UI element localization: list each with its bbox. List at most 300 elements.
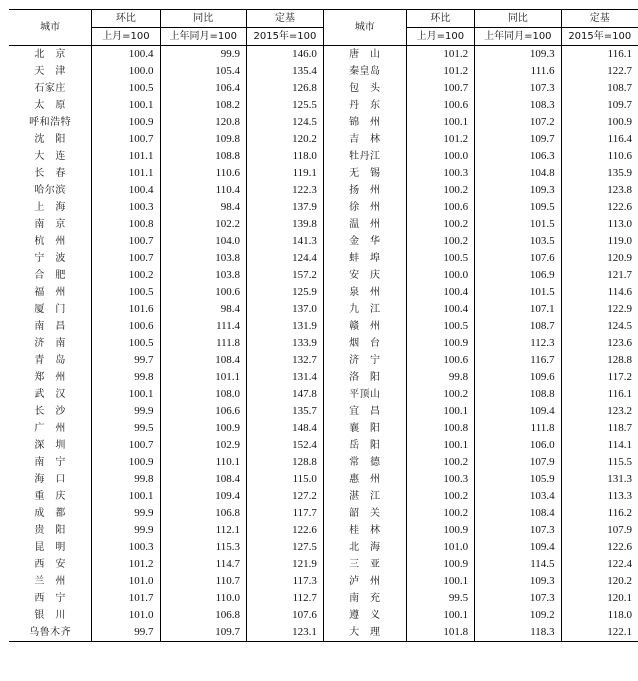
yoy-cell-right: 109.3 xyxy=(475,573,562,590)
header-yoy-base-right: 上年同月=100 xyxy=(475,28,562,46)
mom-cell-left: 101.1 xyxy=(92,165,160,182)
city-cell-left: 南 昌 xyxy=(34,321,66,332)
city-cell-right: 扬 州 xyxy=(323,182,406,199)
yoy-cell-left: 110.4 xyxy=(160,182,247,199)
fixed-cell-right: 100.9 xyxy=(561,114,638,131)
yoy-cell-left: 110.1 xyxy=(160,454,247,471)
fixed-cell-left: 148.4 xyxy=(247,420,324,437)
city-cell-left: 重 庆 xyxy=(34,491,66,502)
header-city-right: 城市 xyxy=(323,10,406,46)
yoy-cell-left: 100.6 xyxy=(160,284,247,301)
fixed-cell-left: 131.9 xyxy=(247,318,324,335)
yoy-cell-left: 114.7 xyxy=(160,556,247,573)
city-cell-right: 韶 关 xyxy=(323,505,406,522)
yoy-cell-left: 99.9 xyxy=(160,46,247,64)
yoy-cell-right: 118.3 xyxy=(475,624,562,642)
city-cell-left: 长 春 xyxy=(34,168,66,179)
mom-cell-right: 100.2 xyxy=(406,182,474,199)
fixed-cell-left: 137.0 xyxy=(247,301,324,318)
yoy-cell-right: 109.6 xyxy=(475,369,562,386)
fixed-cell-right: 122.6 xyxy=(561,199,638,216)
table-row xyxy=(9,182,638,199)
mom-cell-left: 101.2 xyxy=(92,556,160,573)
city-cell-left: 呼和浩特 xyxy=(29,117,72,128)
header-mom-base-right: 上月=100 xyxy=(406,28,474,46)
yoy-cell-right: 105.9 xyxy=(475,471,562,488)
fixed-cell-left: 128.8 xyxy=(247,454,324,471)
fixed-cell-right: 122.6 xyxy=(561,539,638,556)
city-cell-left: 青 岛 xyxy=(34,355,66,366)
yoy-cell-right: 106.0 xyxy=(475,437,562,454)
header-fixed-left: 定基 xyxy=(247,10,324,28)
yoy-cell-left: 111.4 xyxy=(160,318,247,335)
city-cell-right: 丹 东 xyxy=(323,97,406,114)
city-cell-right: 岳 阳 xyxy=(323,437,406,454)
city-cell-right: 金 华 xyxy=(323,233,406,250)
city-cell-left: 长 沙 xyxy=(34,406,66,417)
city-cell-left: 西 宁 xyxy=(34,593,66,604)
table-row xyxy=(9,403,638,420)
mom-cell-left: 99.9 xyxy=(92,522,160,539)
city-cell-right: 牡丹江 xyxy=(323,148,406,165)
city-cell-right: 九 江 xyxy=(323,301,406,318)
fixed-cell-left: 107.6 xyxy=(247,607,324,624)
fixed-cell-right: 114.6 xyxy=(561,284,638,301)
yoy-cell-left: 120.8 xyxy=(160,114,247,131)
yoy-cell-right: 116.7 xyxy=(475,352,562,369)
table-row xyxy=(9,386,638,403)
fixed-cell-right: 109.7 xyxy=(561,97,638,114)
table-row xyxy=(9,505,638,522)
city-cell-left: 杭 州 xyxy=(34,236,66,247)
city-cell-right: 平顶山 xyxy=(323,386,406,403)
city-cell-left: 银 川 xyxy=(34,610,66,621)
mom-cell-right: 100.1 xyxy=(406,437,474,454)
mom-cell-right: 100.3 xyxy=(406,471,474,488)
city-cell-right: 桂 林 xyxy=(323,522,406,539)
yoy-cell-left: 98.4 xyxy=(160,301,247,318)
fixed-cell-left: 147.8 xyxy=(247,386,324,403)
fixed-cell-right: 116.2 xyxy=(561,505,638,522)
fixed-cell-left: 117.3 xyxy=(247,573,324,590)
fixed-cell-right: 123.2 xyxy=(561,403,638,420)
yoy-cell-right: 103.5 xyxy=(475,233,562,250)
fixed-cell-right: 113.0 xyxy=(561,216,638,233)
table-row xyxy=(9,301,638,318)
mom-cell-left: 101.0 xyxy=(92,573,160,590)
mom-cell-left: 100.7 xyxy=(92,437,160,454)
fixed-cell-right: 120.1 xyxy=(561,590,638,607)
header-fixed-base-right: 2015年=100 xyxy=(561,28,638,46)
fixed-cell-right: 114.1 xyxy=(561,437,638,454)
city-cell-left: 乌鲁木齐 xyxy=(9,624,92,642)
yoy-cell-left: 106.4 xyxy=(160,80,247,97)
table-row xyxy=(9,624,638,642)
table-row xyxy=(9,437,638,454)
mom-cell-left: 101.0 xyxy=(92,607,160,624)
yoy-cell-right: 109.7 xyxy=(475,131,562,148)
city-cell-left: 兰 州 xyxy=(34,576,66,587)
city-cell-right: 徐 州 xyxy=(323,199,406,216)
yoy-cell-right: 107.2 xyxy=(475,114,562,131)
table-row xyxy=(9,522,638,539)
city-cell-right: 温 州 xyxy=(323,216,406,233)
mom-cell-left: 100.7 xyxy=(92,250,160,267)
mom-cell-left: 99.7 xyxy=(92,624,160,642)
fixed-cell-right: 123.6 xyxy=(561,335,638,352)
fixed-cell-left: 122.6 xyxy=(247,522,324,539)
yoy-cell-right: 109.4 xyxy=(475,539,562,556)
mom-cell-right: 100.2 xyxy=(406,216,474,233)
fixed-cell-right: 116.4 xyxy=(561,131,638,148)
yoy-cell-right: 107.6 xyxy=(475,250,562,267)
yoy-cell-left: 103.8 xyxy=(160,250,247,267)
header-fixed-base-left: 2015年=100 xyxy=(247,28,324,46)
mom-cell-right: 100.2 xyxy=(406,454,474,471)
yoy-cell-left: 109.7 xyxy=(160,624,247,642)
yoy-cell-left: 102.2 xyxy=(160,216,247,233)
mom-cell-right: 100.1 xyxy=(406,573,474,590)
fixed-cell-right: 122.9 xyxy=(561,301,638,318)
fixed-cell-left: 146.0 xyxy=(247,46,324,64)
header-yoy-left: 同比 xyxy=(160,10,247,28)
fixed-cell-left: 139.8 xyxy=(247,216,324,233)
mom-cell-left: 99.8 xyxy=(92,369,160,386)
mom-cell-right: 100.1 xyxy=(406,114,474,131)
yoy-cell-right: 111.8 xyxy=(475,420,562,437)
city-cell-right: 大 理 xyxy=(323,624,406,642)
fixed-cell-right: 122.4 xyxy=(561,556,638,573)
mom-cell-left: 99.9 xyxy=(92,403,160,420)
fixed-cell-left: 141.3 xyxy=(247,233,324,250)
fixed-cell-right: 128.8 xyxy=(561,352,638,369)
table-row xyxy=(9,114,638,131)
yoy-cell-left: 110.0 xyxy=(160,590,247,607)
fixed-cell-right: 122.1 xyxy=(561,624,638,642)
mom-cell-right: 100.2 xyxy=(406,386,474,403)
header-fixed-right: 定基 xyxy=(561,10,638,28)
yoy-cell-left: 98.4 xyxy=(160,199,247,216)
fixed-cell-left: 152.4 xyxy=(247,437,324,454)
city-cell-left: 宁 波 xyxy=(34,253,66,264)
table-row xyxy=(9,488,638,505)
fixed-cell-left: 137.9 xyxy=(247,199,324,216)
table-row xyxy=(9,454,638,471)
table-row xyxy=(9,335,638,352)
table-row xyxy=(9,250,638,267)
fixed-cell-right: 116.1 xyxy=(561,46,638,64)
city-cell-left: 上 海 xyxy=(34,202,66,213)
city-cell-left: 成 都 xyxy=(34,508,66,519)
header-yoy-base-left: 上年同月=100 xyxy=(160,28,247,46)
table-row xyxy=(9,199,638,216)
mom-cell-right: 100.6 xyxy=(406,352,474,369)
yoy-cell-left: 108.8 xyxy=(160,148,247,165)
mom-cell-right: 100.6 xyxy=(406,97,474,114)
mom-cell-right: 100.2 xyxy=(406,505,474,522)
fixed-cell-right: 124.5 xyxy=(561,318,638,335)
fixed-cell-left: 118.0 xyxy=(247,148,324,165)
yoy-cell-right: 101.5 xyxy=(475,216,562,233)
mom-cell-right: 100.1 xyxy=(406,607,474,624)
table-row xyxy=(9,471,638,488)
yoy-cell-left: 106.8 xyxy=(160,607,247,624)
fixed-cell-left: 135.4 xyxy=(247,63,324,80)
city-cell-right: 吉 林 xyxy=(323,131,406,148)
mom-cell-left: 100.4 xyxy=(92,46,160,64)
yoy-cell-right: 111.6 xyxy=(475,63,562,80)
fixed-cell-left: 115.0 xyxy=(247,471,324,488)
mom-cell-left: 100.9 xyxy=(92,114,160,131)
table-row xyxy=(9,233,638,250)
mom-cell-right: 99.8 xyxy=(406,369,474,386)
fixed-cell-right: 135.9 xyxy=(561,165,638,182)
city-cell-left: 厦 门 xyxy=(34,304,66,315)
price-index-table-wrapper xyxy=(9,9,638,642)
city-cell-right: 洛 阳 xyxy=(323,369,406,386)
yoy-cell-right: 108.4 xyxy=(475,505,562,522)
yoy-cell-right: 112.3 xyxy=(475,335,562,352)
city-cell-right: 泉 州 xyxy=(323,284,406,301)
fixed-cell-left: 127.5 xyxy=(247,539,324,556)
fixed-cell-left: 124.5 xyxy=(247,114,324,131)
table-row xyxy=(9,131,638,148)
fixed-cell-left: 119.1 xyxy=(247,165,324,182)
yoy-cell-right: 107.3 xyxy=(475,80,562,97)
mom-cell-right: 100.9 xyxy=(406,522,474,539)
city-cell-right: 唐 山 xyxy=(323,46,406,64)
city-cell-right: 三 亚 xyxy=(323,556,406,573)
table-row xyxy=(9,318,638,335)
yoy-cell-right: 107.3 xyxy=(475,590,562,607)
city-cell-left: 南 京 xyxy=(34,219,66,230)
mom-cell-right: 100.9 xyxy=(406,556,474,573)
fixed-cell-left: 122.3 xyxy=(247,182,324,199)
yoy-cell-left: 108.2 xyxy=(160,97,247,114)
yoy-cell-right: 114.5 xyxy=(475,556,562,573)
city-cell-left: 西 安 xyxy=(34,559,66,570)
fixed-cell-right: 123.8 xyxy=(561,182,638,199)
mom-cell-left: 100.9 xyxy=(92,454,160,471)
table-row xyxy=(9,607,638,624)
mom-cell-right: 100.4 xyxy=(406,284,474,301)
yoy-cell-right: 109.4 xyxy=(475,403,562,420)
table-row xyxy=(9,267,638,284)
city-cell-right: 遵 义 xyxy=(323,607,406,624)
city-cell-right: 包 头 xyxy=(323,80,406,97)
yoy-cell-right: 108.7 xyxy=(475,318,562,335)
mom-cell-left: 100.7 xyxy=(92,233,160,250)
city-cell-left: 济 南 xyxy=(34,338,66,349)
fixed-cell-left: 127.2 xyxy=(247,488,324,505)
table-row xyxy=(9,63,638,80)
fixed-cell-left: 157.2 xyxy=(247,267,324,284)
yoy-cell-left: 105.4 xyxy=(160,63,247,80)
city-cell-right: 襄 阳 xyxy=(323,420,406,437)
city-cell-left: 天 津 xyxy=(34,66,66,77)
mom-cell-left: 101.6 xyxy=(92,301,160,318)
fixed-cell-left: 135.7 xyxy=(247,403,324,420)
city-cell-left: 合 肥 xyxy=(34,270,66,281)
fixed-cell-right: 113.3 xyxy=(561,488,638,505)
mom-cell-right: 100.9 xyxy=(406,335,474,352)
table-row xyxy=(9,590,638,607)
header-mom-base-left: 上月=100 xyxy=(92,28,160,46)
fixed-cell-right: 115.5 xyxy=(561,454,638,471)
fixed-cell-right: 117.2 xyxy=(561,369,638,386)
city-cell-left: 郑 州 xyxy=(34,372,66,383)
price-index-table xyxy=(9,9,638,642)
fixed-cell-right: 118.7 xyxy=(561,420,638,437)
table-row xyxy=(9,216,638,233)
fixed-cell-left: 131.4 xyxy=(247,369,324,386)
city-cell-right: 烟 台 xyxy=(323,335,406,352)
fixed-cell-left: 121.9 xyxy=(247,556,324,573)
table-row xyxy=(9,369,638,386)
mom-cell-left: 100.6 xyxy=(92,318,160,335)
yoy-cell-left: 106.6 xyxy=(160,403,247,420)
city-cell-right: 北 海 xyxy=(323,539,406,556)
mom-cell-left: 99.7 xyxy=(92,352,160,369)
mom-cell-left: 100.3 xyxy=(92,199,160,216)
mom-cell-right: 100.7 xyxy=(406,80,474,97)
header-mom-left: 环比 xyxy=(92,10,160,28)
mom-cell-right: 100.1 xyxy=(406,403,474,420)
mom-cell-right: 101.2 xyxy=(406,63,474,80)
mom-cell-right: 100.6 xyxy=(406,199,474,216)
mom-cell-right: 100.3 xyxy=(406,165,474,182)
header-city-left: 城市 xyxy=(9,10,92,46)
mom-cell-left: 100.4 xyxy=(92,182,160,199)
city-cell-left: 南 宁 xyxy=(34,457,66,468)
yoy-cell-right: 106.3 xyxy=(475,148,562,165)
city-cell-right: 宜 昌 xyxy=(323,403,406,420)
mom-cell-right: 100.5 xyxy=(406,250,474,267)
yoy-cell-left: 102.9 xyxy=(160,437,247,454)
mom-cell-right: 101.2 xyxy=(406,131,474,148)
mom-cell-left: 100.5 xyxy=(92,284,160,301)
yoy-cell-left: 112.1 xyxy=(160,522,247,539)
fixed-cell-right: 121.7 xyxy=(561,267,638,284)
mom-cell-right: 100.0 xyxy=(406,148,474,165)
city-cell-right: 泸 州 xyxy=(323,573,406,590)
city-cell-right: 安 庆 xyxy=(323,267,406,284)
yoy-cell-right: 107.3 xyxy=(475,522,562,539)
yoy-cell-left: 106.8 xyxy=(160,505,247,522)
yoy-cell-left: 100.9 xyxy=(160,420,247,437)
table-row xyxy=(9,148,638,165)
table-row xyxy=(9,539,638,556)
fixed-cell-left: 123.1 xyxy=(247,624,324,642)
fixed-cell-left: 112.7 xyxy=(247,590,324,607)
mom-cell-right: 101.0 xyxy=(406,539,474,556)
mom-cell-right: 101.8 xyxy=(406,624,474,642)
yoy-cell-right: 109.3 xyxy=(475,46,562,64)
mom-cell-left: 100.1 xyxy=(92,97,160,114)
mom-cell-left: 100.8 xyxy=(92,216,160,233)
fixed-cell-left: 120.2 xyxy=(247,131,324,148)
city-cell-left: 昆 明 xyxy=(34,542,66,553)
mom-cell-left: 101.1 xyxy=(92,148,160,165)
yoy-cell-right: 101.5 xyxy=(475,284,562,301)
city-cell-left: 大 连 xyxy=(34,151,66,162)
table-row xyxy=(9,80,638,97)
mom-cell-left: 99.9 xyxy=(92,505,160,522)
city-cell-left: 太 原 xyxy=(34,100,66,111)
yoy-cell-left: 110.7 xyxy=(160,573,247,590)
yoy-cell-right: 109.5 xyxy=(475,199,562,216)
mom-cell-left: 100.5 xyxy=(92,80,160,97)
city-cell-left: 北 京 xyxy=(34,49,66,60)
yoy-cell-left: 108.4 xyxy=(160,471,247,488)
mom-cell-left: 100.3 xyxy=(92,539,160,556)
yoy-cell-left: 101.1 xyxy=(160,369,247,386)
yoy-cell-right: 109.3 xyxy=(475,182,562,199)
mom-cell-right: 100.2 xyxy=(406,488,474,505)
mom-cell-right: 100.0 xyxy=(406,267,474,284)
fixed-cell-right: 110.6 xyxy=(561,148,638,165)
city-cell-right: 锦 州 xyxy=(323,114,406,131)
yoy-cell-right: 104.8 xyxy=(475,165,562,182)
mom-cell-left: 101.7 xyxy=(92,590,160,607)
mom-cell-left: 100.1 xyxy=(92,488,160,505)
city-cell-right: 赣 州 xyxy=(323,318,406,335)
city-cell-left: 福 州 xyxy=(34,287,66,298)
yoy-cell-right: 103.4 xyxy=(475,488,562,505)
fixed-cell-left: 132.7 xyxy=(247,352,324,369)
table-row xyxy=(9,165,638,182)
city-cell-left: 哈尔滨 xyxy=(34,185,66,196)
yoy-cell-right: 106.9 xyxy=(475,267,562,284)
header-mom-right: 环比 xyxy=(406,10,474,28)
mom-cell-left: 100.7 xyxy=(92,131,160,148)
yoy-cell-left: 110.6 xyxy=(160,165,247,182)
city-cell-left: 石家庄 xyxy=(34,83,66,94)
yoy-cell-right: 109.2 xyxy=(475,607,562,624)
city-cell-right: 惠 州 xyxy=(323,471,406,488)
yoy-cell-left: 111.8 xyxy=(160,335,247,352)
city-cell-left: 贵 阳 xyxy=(34,525,66,536)
yoy-cell-right: 107.9 xyxy=(475,454,562,471)
fixed-cell-right: 116.1 xyxy=(561,386,638,403)
fixed-cell-right: 108.7 xyxy=(561,80,638,97)
header-yoy-right: 同比 xyxy=(475,10,562,28)
mom-cell-right: 101.2 xyxy=(406,46,474,64)
table-row xyxy=(9,556,638,573)
fixed-cell-left: 125.9 xyxy=(247,284,324,301)
fixed-cell-left: 125.5 xyxy=(247,97,324,114)
mom-cell-right: 100.2 xyxy=(406,233,474,250)
yoy-cell-left: 103.8 xyxy=(160,267,247,284)
mom-cell-left: 99.8 xyxy=(92,471,160,488)
city-cell-left: 深 圳 xyxy=(34,440,66,451)
city-cell-right: 济 宁 xyxy=(323,352,406,369)
city-cell-left: 广 州 xyxy=(34,423,66,434)
city-cell-right: 南 充 xyxy=(323,590,406,607)
city-cell-right: 湛 江 xyxy=(323,488,406,505)
fixed-cell-right: 120.2 xyxy=(561,573,638,590)
table-row xyxy=(9,284,638,301)
table-row xyxy=(9,97,638,114)
fixed-cell-left: 126.8 xyxy=(247,80,324,97)
mom-cell-right: 100.5 xyxy=(406,318,474,335)
fixed-cell-left: 117.7 xyxy=(247,505,324,522)
mom-cell-left: 100.5 xyxy=(92,335,160,352)
mom-cell-left: 100.1 xyxy=(92,386,160,403)
mom-cell-left: 99.5 xyxy=(92,420,160,437)
yoy-cell-right: 108.8 xyxy=(475,386,562,403)
fixed-cell-right: 122.7 xyxy=(561,63,638,80)
